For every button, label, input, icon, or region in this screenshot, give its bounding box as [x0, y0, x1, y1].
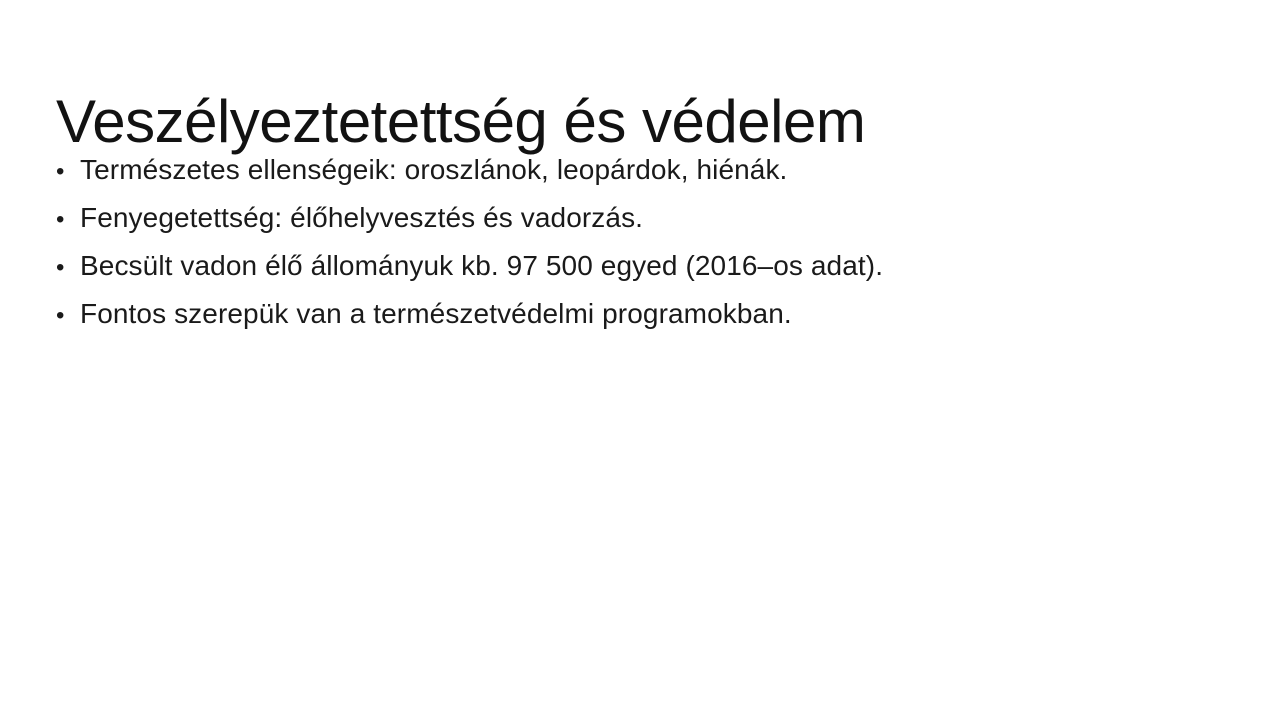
bullet-point-icon: • — [56, 254, 65, 282]
bullet-list — [56, 146, 1216, 339]
list-item — [56, 194, 1216, 242]
list-item — [56, 146, 1216, 194]
bullet-point-icon: • — [56, 158, 65, 185]
list-item — [56, 290, 1216, 338]
bullet-point-icon: • — [56, 302, 65, 330]
bullet-point-icon: • — [56, 206, 65, 234]
list-item-text: Természetes ellenségeik: oroszlánok, leopárdok, hiénák. — [80, 154, 788, 185]
page-title: Veszélyeztetettség és védelem — [56, 88, 866, 156]
list-item-text: Becsült vadon élő állományuk kb. 97 500 egyed (2016–os adat). — [80, 250, 884, 282]
list-item-text: Fenyegetettség: élőhelyvesztés és vadorzás. — [80, 202, 644, 234]
list-item — [56, 242, 1216, 290]
list-item-text: Fontos szerepük van a természetvédelmi programokban. — [80, 298, 792, 330]
